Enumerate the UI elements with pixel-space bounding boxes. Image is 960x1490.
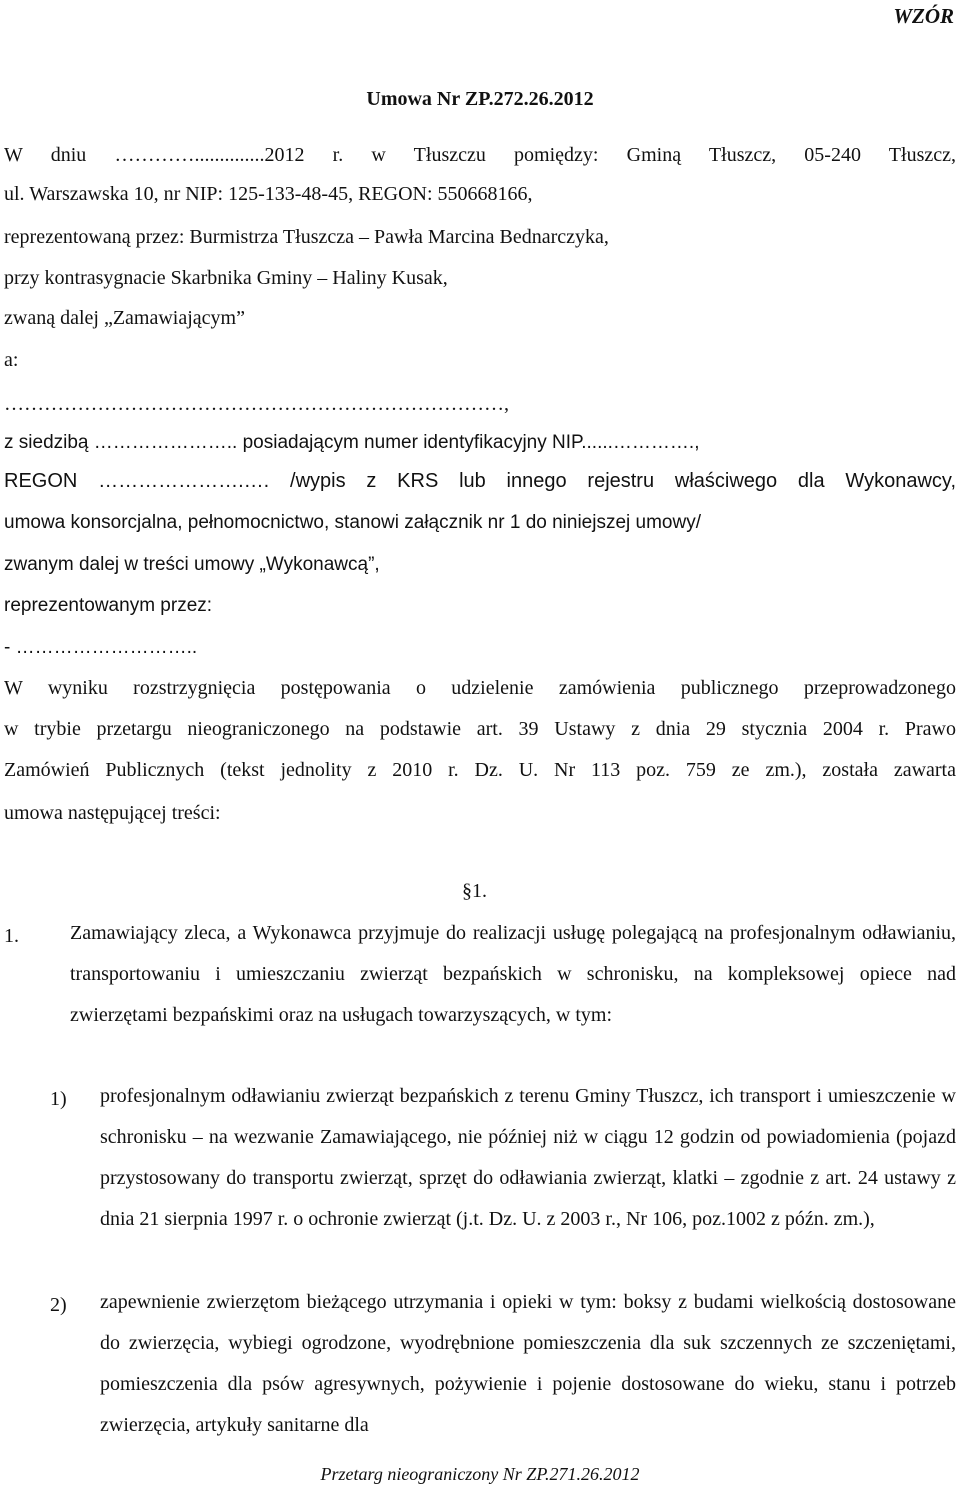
parties-line-3: reprezentowaną przez: Burmistrza Tłuszcza – Pawła Marcina Bednarczyka,	[4, 226, 609, 248]
list-item-text-2: zapewnienie zwierzętom bieżącego utrzymania i opieki w tym: boksy z budami wielkością dostosowane do zwierzęcia, wybiegi ogrodzone, wyodrębnione pomieszczenia dla suk szczennych ze szczeniętami, pomieszczenia dla psów agresywnych, pożywienie i pojenie dostosowane do wieku, stanu i potrzeb zwierzęcia, artykuły sanitarne dla	[100, 1291, 956, 1436]
parties-line-4: przy kontrasygnacie Skarbnika Gminy – Haliny Kusak,	[4, 267, 448, 289]
section-mark: §1.	[462, 880, 487, 902]
parties-line-5: zwaną dalej „Zamawiającym”	[4, 307, 245, 329]
contractor-attachment-note: umowa konsorcjalna, pełnomocnictwo, stanowi załącznik nr 1 do niniejszej umowy/	[4, 512, 701, 533]
parties-line-6: a:	[4, 349, 19, 371]
contractor-seat-nip: z siedzibą ………………….. posiadającym numer identyfikacyjny NIP......………….,	[4, 432, 700, 453]
contractor-alias: zwanym dalej w treści umowy „Wykonawcą”,	[4, 554, 380, 575]
parties-line-2: ul. Warszawska 10, nr NIP: 125-133-48-45, REGON: 550668166,	[4, 183, 533, 205]
list-item-text-1: profesjonalnym odławianiu zwierząt bezpańskich z terenu Gminy Tłuszcz, ich transport i umieszczenie w schronisku – na wezwanie Zamawiającego, nie później niż w ciągu 12 godzin od powiadomienia (pojazd przystosowany do transportu zwierząt, sprzęt do odławiania zwierząt, klatki – zgodnie z art. 24 ustawy z dnia 21 sierpnia 1997 r. o ochronie zwierząt (j.t. Dz. U. z 2003 r., Nr 106, poz.1002 z późn. zm.),	[100, 1085, 956, 1230]
watermark-label: WZÓR	[893, 4, 954, 28]
contractor-representative-placeholder: - ………………………..	[4, 637, 198, 658]
contract-title: Umowa Nr ZP.272.26.2012	[366, 88, 594, 110]
parties-line-1: W dniu …………..............2012 r. w Tłuszczu pomiędzy: Gminą Tłuszcz, 05-240 Tłuszcz,	[4, 144, 956, 166]
clause-number: 1.	[4, 925, 19, 947]
list-item-number-1: 1)	[50, 1088, 67, 1110]
preamble-line-1: W wyniku rozstrzygnięcia postępowania o udzielenie zamówienia publicznego przeprowadzonego	[4, 677, 956, 699]
page-footer: Przetarg nieograniczony Nr ZP.271.26.2012	[320, 1464, 640, 1484]
list-item-number-2: 2)	[50, 1294, 67, 1316]
preamble-line-2: w trybie przetargu nieograniczonego na podstawie art. 39 Ustawy z dnia 29 stycznia 2004 r. Prawo	[4, 718, 956, 740]
preamble-line-4: umowa następującej treści:	[4, 802, 221, 824]
preamble-line-3: Zamówień Publicznych (tekst jednolity z 2010 r. Dz. U. Nr 113 poz. 759 ze zm.), została zawarta	[4, 759, 956, 781]
contractor-regon: REGON ………………….…. /wypis z KRS lub innego rejestru właściwego dla Wykonawcy,	[4, 470, 956, 492]
contractor-name-placeholder: …………………………………………………………………,	[4, 393, 509, 415]
clause-text: Zamawiający zleca, a Wykonawca przyjmuje do realizacji usługę polegającą na profesjonalnym odławianiu, transportowaniu i umieszczaniu zwierząt bezpańskich w schronisku, na kompleksowej opiece nad zwierzętami bezpańskimi oraz na usługach towarzyszących, w tym:	[70, 922, 956, 1026]
contractor-represented-by: reprezentowanym przez:	[4, 595, 213, 616]
